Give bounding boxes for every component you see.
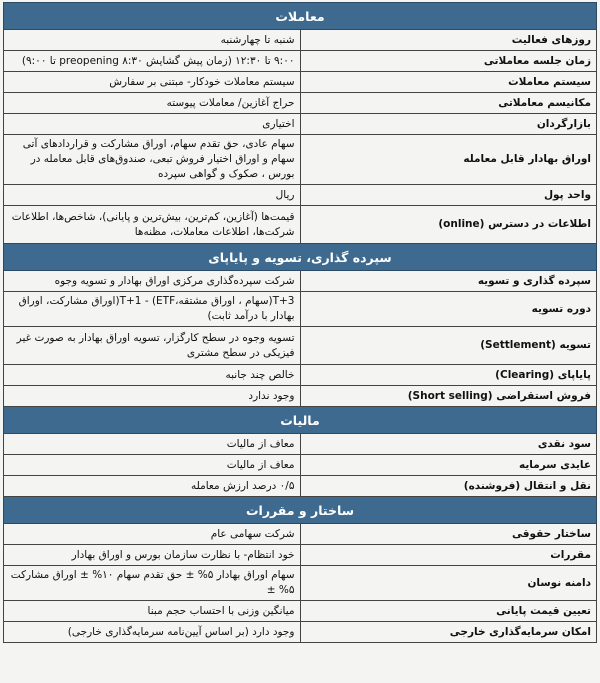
spec-value: معاف از مالیات <box>4 455 301 476</box>
spec-label: سیستم معاملات <box>300 72 597 93</box>
spec-value: شنبه تا چهارشنبه <box>4 30 301 51</box>
section-header <box>4 407 597 434</box>
market-specs-sheet <box>3 2 597 643</box>
section-title: مالیات <box>4 407 597 434</box>
spec-value: وجود ندارد <box>4 386 301 407</box>
spec-label: ساختار حقوقی <box>300 524 597 545</box>
spec-label: زمان جلسه معاملاتی <box>300 51 597 72</box>
spec-row <box>4 455 597 476</box>
spec-value: وجود دارد (بر اساس آیین‌نامه سرمایه‌گذاری خارجی) <box>4 622 301 643</box>
spec-value: خالص چند جانبه <box>4 365 301 386</box>
spec-label: تسویه (Settlement) <box>300 327 597 365</box>
section-header <box>4 3 597 30</box>
spec-row <box>4 545 597 566</box>
spec-label: بازارگردان <box>300 114 597 135</box>
spec-value: میانگین وزنی با احتساب حجم مبنا <box>4 601 301 622</box>
spec-label: نقل و انتقال (فروشنده) <box>300 476 597 497</box>
spec-value: T+3(سهام ، اوراق مشتقه،ETF) - T+1(اوراق مشارکت، اوراق بهادار با درآمد ثابت) <box>4 292 301 327</box>
spec-row <box>4 271 597 292</box>
spec-value: سیستم معاملات خودکار- مبتنی بر سفارش <box>4 72 301 93</box>
spec-label: دامنه نوسان <box>300 566 597 601</box>
spec-value: سهام اوراق بهادار ۵% ± حق تقدم سهام ۱۰% ± اوراق مشارکت ۵% ± <box>4 566 301 601</box>
spec-label: تعیین قیمت پایانی <box>300 601 597 622</box>
section-title: ساختار و مقررات <box>4 497 597 524</box>
spec-value: تسویه وجوه در سطح کارگزار، تسویه اوراق بهادار به صورت غیر فیزیکی در سطح مشتری <box>4 327 301 365</box>
spec-value: ریال <box>4 185 301 206</box>
spec-row <box>4 135 597 185</box>
section-title: سپرده گذاری، تسویه و پایاپای <box>4 244 597 271</box>
spec-row <box>4 622 597 643</box>
spec-label: مقررات <box>300 545 597 566</box>
spec-label: اوراق بهادار قابل معامله <box>300 135 597 185</box>
spec-value: خود انتظام- با نظارت سازمان بورس و اوراق بهادار <box>4 545 301 566</box>
spec-label: سپرده گذاری و تسویه <box>300 271 597 292</box>
spec-value: ۹:۰۰ تا ۱۲:۳۰ (زمان پیش گشایش preopening ۸:۳۰ تا ۹:۰۰) <box>4 51 301 72</box>
spec-label: عایدی سرمایه <box>300 455 597 476</box>
spec-label: امکان سرمایه‌گذاری خارجی <box>300 622 597 643</box>
spec-label: روزهای فعالیت <box>300 30 597 51</box>
spec-label: فروش استقراضی (Short selling) <box>300 386 597 407</box>
spec-value: ۰/۵ درصد ارزش معامله <box>4 476 301 497</box>
spec-row <box>4 30 597 51</box>
spec-label: پایاپای (Clearing) <box>300 365 597 386</box>
spec-row <box>4 434 597 455</box>
spec-label: سود نقدی <box>300 434 597 455</box>
spec-value: معاف از مالیات <box>4 434 301 455</box>
spec-value: قیمت‌ها (آغازین، کم‌ترین، بیش‌ترین و پایانی)، شاخص‌ها، اطلاعات شرکت‌ها، اطلاعات معاملات، مظنه‌ها <box>4 206 301 244</box>
spec-label: اطلاعات در دسترس (online) <box>300 206 597 244</box>
spec-row <box>4 114 597 135</box>
spec-row <box>4 566 597 601</box>
spec-label: دوره تسویه <box>300 292 597 327</box>
spec-value: حراج آغازین/ معاملات پیوسته <box>4 93 301 114</box>
spec-row <box>4 476 597 497</box>
specs-table <box>3 2 597 643</box>
spec-row <box>4 365 597 386</box>
spec-row <box>4 524 597 545</box>
spec-row <box>4 51 597 72</box>
spec-value: اختیاری <box>4 114 301 135</box>
section-header <box>4 244 597 271</box>
spec-value: سهام عادی، حق تقدم سهام، اوراق مشارکت و قراردادهای آتی سهام و اوراق اختیار فروش تبعی، صندوق‌های قابل معامله در بورس ، صکوک و گواهی سپرده <box>4 135 301 185</box>
spec-row <box>4 327 597 365</box>
section-title: معاملات <box>4 3 597 30</box>
spec-value: شرکت سهامی عام <box>4 524 301 545</box>
spec-row <box>4 292 597 327</box>
spec-row <box>4 185 597 206</box>
spec-row <box>4 601 597 622</box>
spec-row <box>4 93 597 114</box>
spec-value: شرکت سپرده‌گذاری مرکزی اوراق بهادار و تسویه وجوه <box>4 271 301 292</box>
spec-row <box>4 72 597 93</box>
spec-label: واحد پول <box>300 185 597 206</box>
spec-row <box>4 206 597 244</box>
spec-label: مکانیسم معاملاتی <box>300 93 597 114</box>
section-header <box>4 497 597 524</box>
spec-row <box>4 386 597 407</box>
